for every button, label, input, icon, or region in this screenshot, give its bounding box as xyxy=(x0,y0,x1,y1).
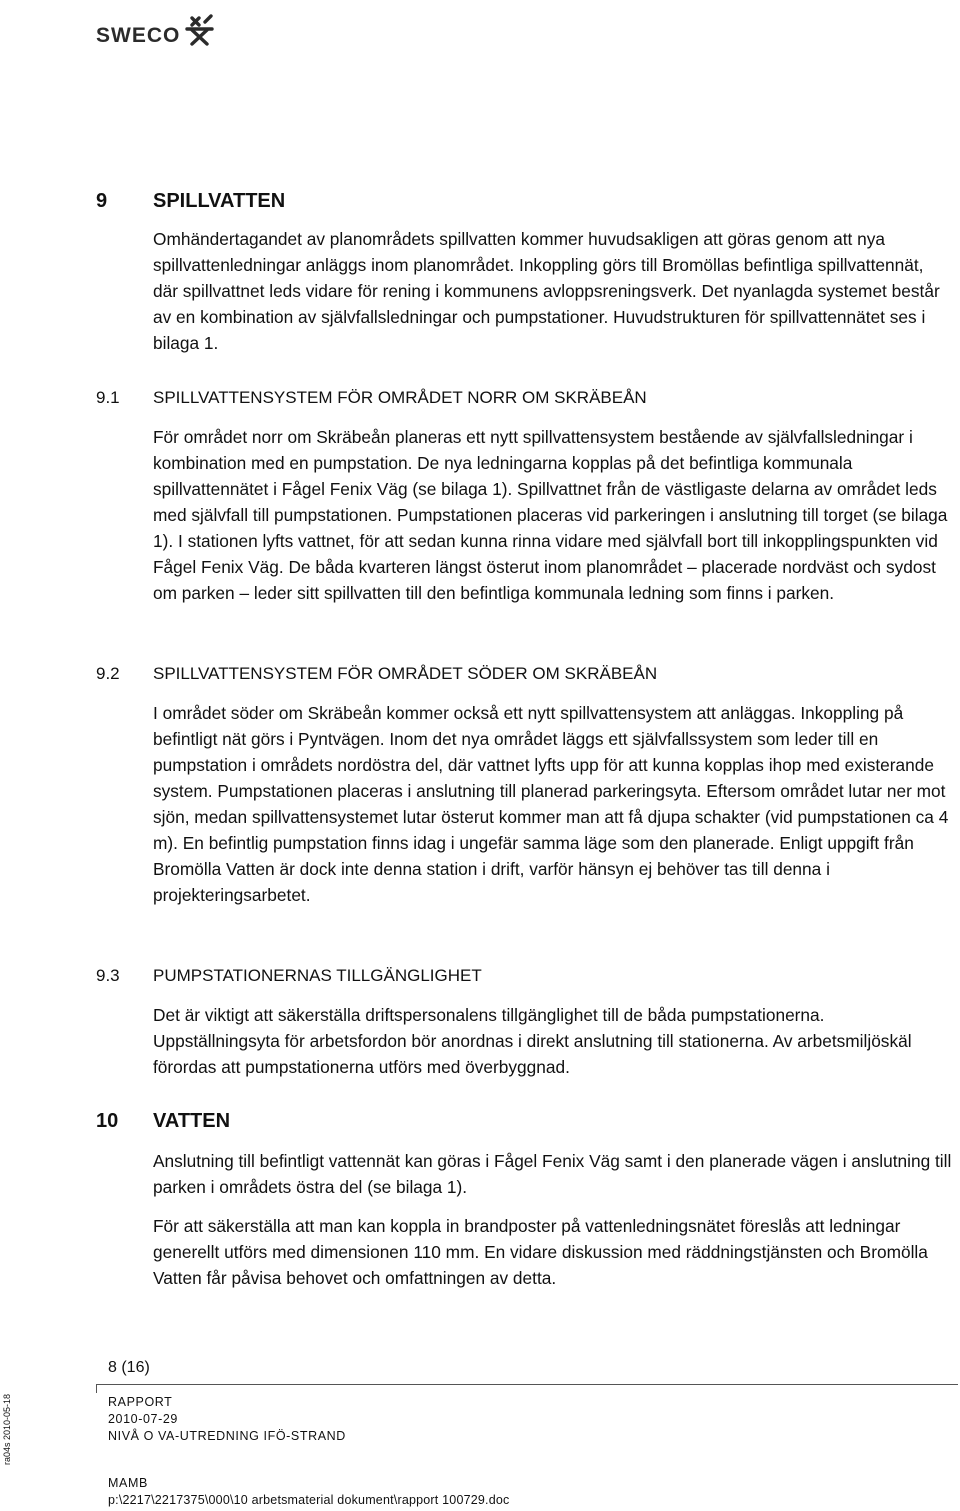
section-9-2-number: 9.2 xyxy=(96,664,120,683)
section-10-title: VATTEN xyxy=(153,1110,231,1132)
side-code: ra04s 2010-05-18 xyxy=(2,1393,12,1465)
section-9-1-title: SPILLVATTENSYSTEM FÖR OMRÅDET NORR OM SKRÄBEÅN xyxy=(153,388,647,407)
footer-divider xyxy=(96,1384,958,1385)
footer-doc-type: RAPPORT xyxy=(108,1395,173,1409)
sweco-figure-icon xyxy=(184,12,216,46)
section-9-title: SPILLVATTEN xyxy=(153,190,286,212)
section-10-number: 10 xyxy=(96,1110,119,1132)
section-9-1-number: 9.1 xyxy=(96,388,120,407)
footer-date: 2010-07-29 xyxy=(108,1412,178,1426)
section-10-paragraph-1: Anslutning till befintligt vattennät kan göras i Fågel Fenix Väg samt i den planerade vägen i anslutning till parken i områdets östra del (se bilaga 1). xyxy=(153,1151,952,1197)
section-9-2-paragraph: I området söder om Skräbeån kommer också ett nytt spillvattensystem att anläggas. Inkoppling på befintligt nät görs i Pyntvägen. Inom det nya området läggs ett självfallssystem som leder till en pumpstation i områdets nordöstra del, där vattnet lyfts upp för att kunna kopplas ihop med existerande system. Pumpstationen placeras i anslutning till planerad parkeringsyta. Eftersom området lutar ner mot sjön, medan spillvattensystemet lutar österut kommer man att få djupa schakter (vid pumpstationen ca 4 m). En befintlig pumpstation finns idag i ungefär samma läge som den planerade. Enligt uppgift från Bromölla Vatten är dock inte denna station i drift, varför hänsyn ej behöver tas till denna i projekteringsarbetet. xyxy=(153,703,949,905)
section-9-3-number: 9.3 xyxy=(96,966,120,985)
section-9-3-paragraph: Det är viktigt att säkerställa driftspersonalens tillgänglighet till de båda pumpstationerna. Uppställningsyta för arbetsfordon bör anordnas i direkt anslutning till stationerna. Av arbetsmiljöskäl förordas att pumpstationerna utförs med överbyggnad. xyxy=(153,1005,912,1077)
section-10-paragraph-2: För att säkerställa att man kan koppla in brandposter på vattenledningsnätet föreslås att ledningar generellt utförs med dimensionen 110 mm. En vidare diskussion med räddningstjänsten och Bromölla Vatten får påvisa behovet och omfattningen av detta. xyxy=(153,1216,928,1288)
section-9-1-paragraph: För området norr om Skräbeån planeras ett nytt spillvattensystem bestående av självfallsledningar i kombination med en pumpstation. De nya ledningarna kopplas på det befintliga kommunala spillvattennätet i Fågel Fenix Väg (se bilaga 1). Spillvattnet från de västligaste delarna av området leds med självfall till pumpstationen. Pumpstationen placeras vid parkeringen i anslutning till torget (se bilaga 1). I stationen lyfts vattnet, för att sedan kunna rinna vidare med självfall bort till inkopplingspunkten vid Fågel Fenix Väg. De båda kvarteren längst österut inom planområdet – placerade nordväst och sydost om parken – leder sitt spillvatten till den befintliga kommunala ledning som finns i parken. xyxy=(153,427,948,603)
footer-author: MAMB xyxy=(108,1476,148,1490)
footer-divider-tick xyxy=(96,1384,97,1393)
footer-project: NIVÅ O VA-UTREDNING IFÖ-STRAND xyxy=(108,1429,346,1443)
section-9-number: 9 xyxy=(96,190,108,212)
footer-file-path: p:\2217\2217375\000\10 arbetsmaterial dokument\rapport 100729.doc xyxy=(108,1493,510,1507)
sweco-logo xyxy=(96,8,226,48)
section-9-paragraph: Omhändertagandet av planområdets spillvatten kommer huvudsakligen att göras genom att nya spillvattenledningar anläggs inom planområdet. Inkoppling görs till Bromöllas befintliga spillvattennät, där spillvattnet leds vidare för rening i kommunens avloppsreningsverk. Det nyanlagda systemet består av en kombination av självfallsledningar och pumpstationer. Huvudstrukturen för spillvattennätet ses i bilaga 1. xyxy=(153,229,940,353)
logo-wordmark: SWECO xyxy=(96,24,181,47)
page-number: 8 (16) xyxy=(108,1359,150,1376)
section-9-3-title: PUMPSTATIONERNAS TILLGÄNGLIGHET xyxy=(153,966,482,985)
section-9-2-title: SPILLVATTENSYSTEM FÖR OMRÅDET SÖDER OM SKRÄBEÅN xyxy=(153,664,658,683)
